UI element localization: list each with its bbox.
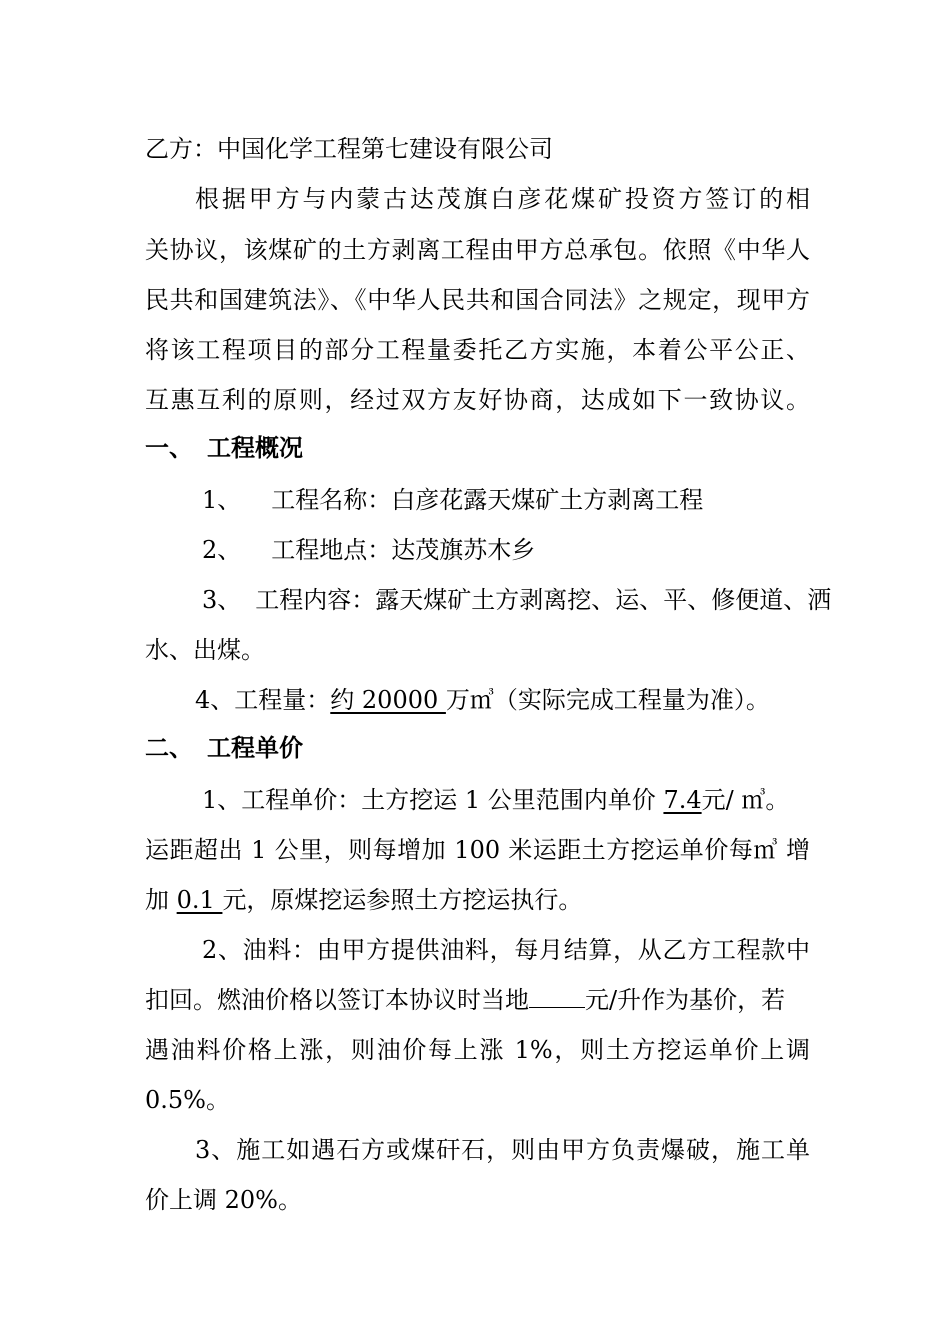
item-4-suffix: 万㎥（实际完成工程量为准）。	[445, 686, 770, 714]
section-1-item-3	[202, 584, 867, 616]
blasting-line-2: 价上调 20%。	[145, 1186, 302, 1214]
intro-line-4: 将该工程项目的部分工程量委托乙方实施，本着公平公正、	[145, 336, 810, 364]
item-text: 工程地点：达茂旗苏木乡	[271, 536, 536, 564]
item-number: 2、	[202, 536, 242, 564]
party-b-line: 乙方：中国化学工程第七建设有限公司	[145, 135, 553, 163]
section-1-title: 工程概况	[207, 434, 303, 462]
item-number: 1、	[202, 486, 242, 514]
line-suffix: 元，原煤挖运参照土方挖运执行。	[222, 886, 583, 914]
blasting-line-1: 3、施工如遇石方或煤矸石，则由甲方负责爆破，施工单	[195, 1136, 810, 1164]
section-1-item-4	[195, 684, 860, 716]
item-text: 工程内容：露天煤矿土方剥离挖、运、平、修便道、洒	[255, 586, 832, 614]
intro-line-5: 互惠互利的原则，经过双方友好协商，达成如下一致协议。	[145, 386, 810, 414]
intro-line-2: 关协议，该煤矿的土方剥离工程由甲方总承包。依照《中华人	[145, 236, 810, 264]
section-1-number: 一、	[145, 434, 193, 462]
unit-price-suffix: 元/ ㎥。	[701, 786, 790, 814]
section-1-heading	[145, 432, 303, 464]
fuel-line-1: 2、油料：由甲方提供油料，每月结算，从乙方工程款中	[202, 936, 810, 964]
fuel-price-blank	[529, 985, 585, 1008]
intro-line-3: 民共和国建筑法》、《中华人民共和国合同法》之规定，现甲方	[145, 286, 810, 314]
unit-price-line-2: 运距超出 1 公里，则每增加 100 米运距土方挖运单价每㎥ 增	[145, 836, 810, 864]
line-prefix: 加	[145, 886, 177, 914]
section-2-title: 工程单价	[207, 734, 303, 762]
unit-price-line-3	[145, 884, 810, 916]
section-1-item-2	[202, 534, 867, 566]
fuel-line-prefix: 扣回。燃油价格以签订本协议时当地	[145, 986, 529, 1014]
item-4-label: 4、工程量：	[195, 686, 331, 714]
section-2-heading	[145, 732, 303, 764]
unit-price-line-1	[202, 784, 867, 816]
fuel-line-4: 0.5%。	[145, 1086, 230, 1114]
increment-value: 0.1	[176, 886, 223, 914]
unit-price-value: 7.4	[663, 786, 702, 814]
unit-price-prefix: 1、工程单价：土方挖运 1 公里范围内单价	[202, 786, 664, 814]
section-2-number: 二、	[145, 734, 193, 762]
section-1-item-3-cont: 水、出煤。	[145, 636, 265, 664]
item-text: 工程名称：白彦花露天煤矿土方剥离工程	[271, 486, 704, 514]
intro-line-1: 根据甲方与内蒙古达茂旗白彦花煤矿投资方签订的相	[195, 185, 810, 213]
fuel-line-2	[145, 984, 810, 1016]
fuel-line-suffix: 元/升作为基价，若	[585, 986, 786, 1014]
section-1-item-1	[202, 484, 867, 516]
item-number: 3、	[202, 586, 242, 614]
fuel-line-3: 遇油料价格上涨，则油价每上涨 1%，则土方挖运单价上调	[145, 1036, 810, 1064]
volume-value: 约 20000	[330, 686, 446, 714]
